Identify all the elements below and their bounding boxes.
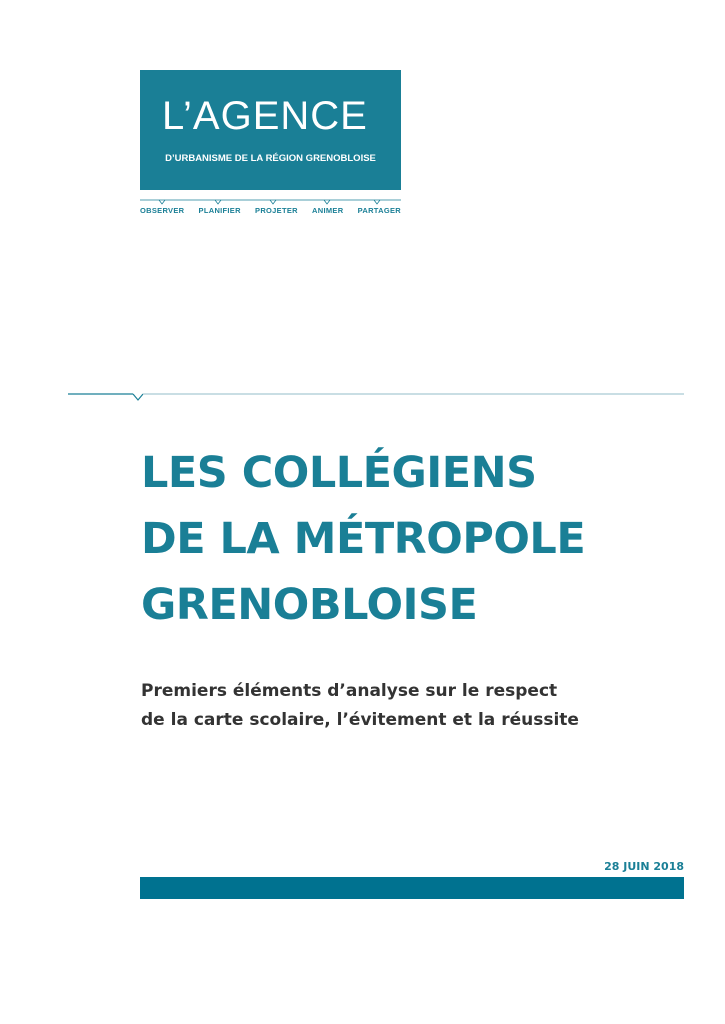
footer-bar (140, 877, 684, 899)
tagline-word: OBSERVER (140, 206, 185, 215)
logo-tagline (140, 206, 401, 215)
subtitle-line: de la carte scolaire, l’évitement et la réussite (141, 710, 579, 730)
document-title (141, 440, 585, 638)
title-line: DE LA MÉTROPOLE (141, 514, 586, 564)
tagline-word: ANIMER (312, 206, 344, 215)
agency-logo (140, 70, 401, 190)
logo-subtitle: D’URBANISME DE LA RÉGION GRENOBLOISE (165, 153, 376, 164)
tagline-word: PARTAGER (357, 206, 401, 215)
subtitle-line: Premiers éléments d’analyse sur le respect (141, 681, 558, 701)
tagline-word: PROJETER (255, 206, 298, 215)
logo-title: L’AGENCE (162, 94, 368, 138)
tagline-word: PLANIFIER (198, 206, 241, 215)
title-line: LES COLLÉGIENS (141, 448, 537, 498)
section-divider (68, 388, 684, 402)
title-line: GRENOBLOISE (141, 580, 478, 630)
document-subtitle (141, 677, 611, 735)
publication-date: 28 JUIN 2018 (604, 860, 684, 873)
